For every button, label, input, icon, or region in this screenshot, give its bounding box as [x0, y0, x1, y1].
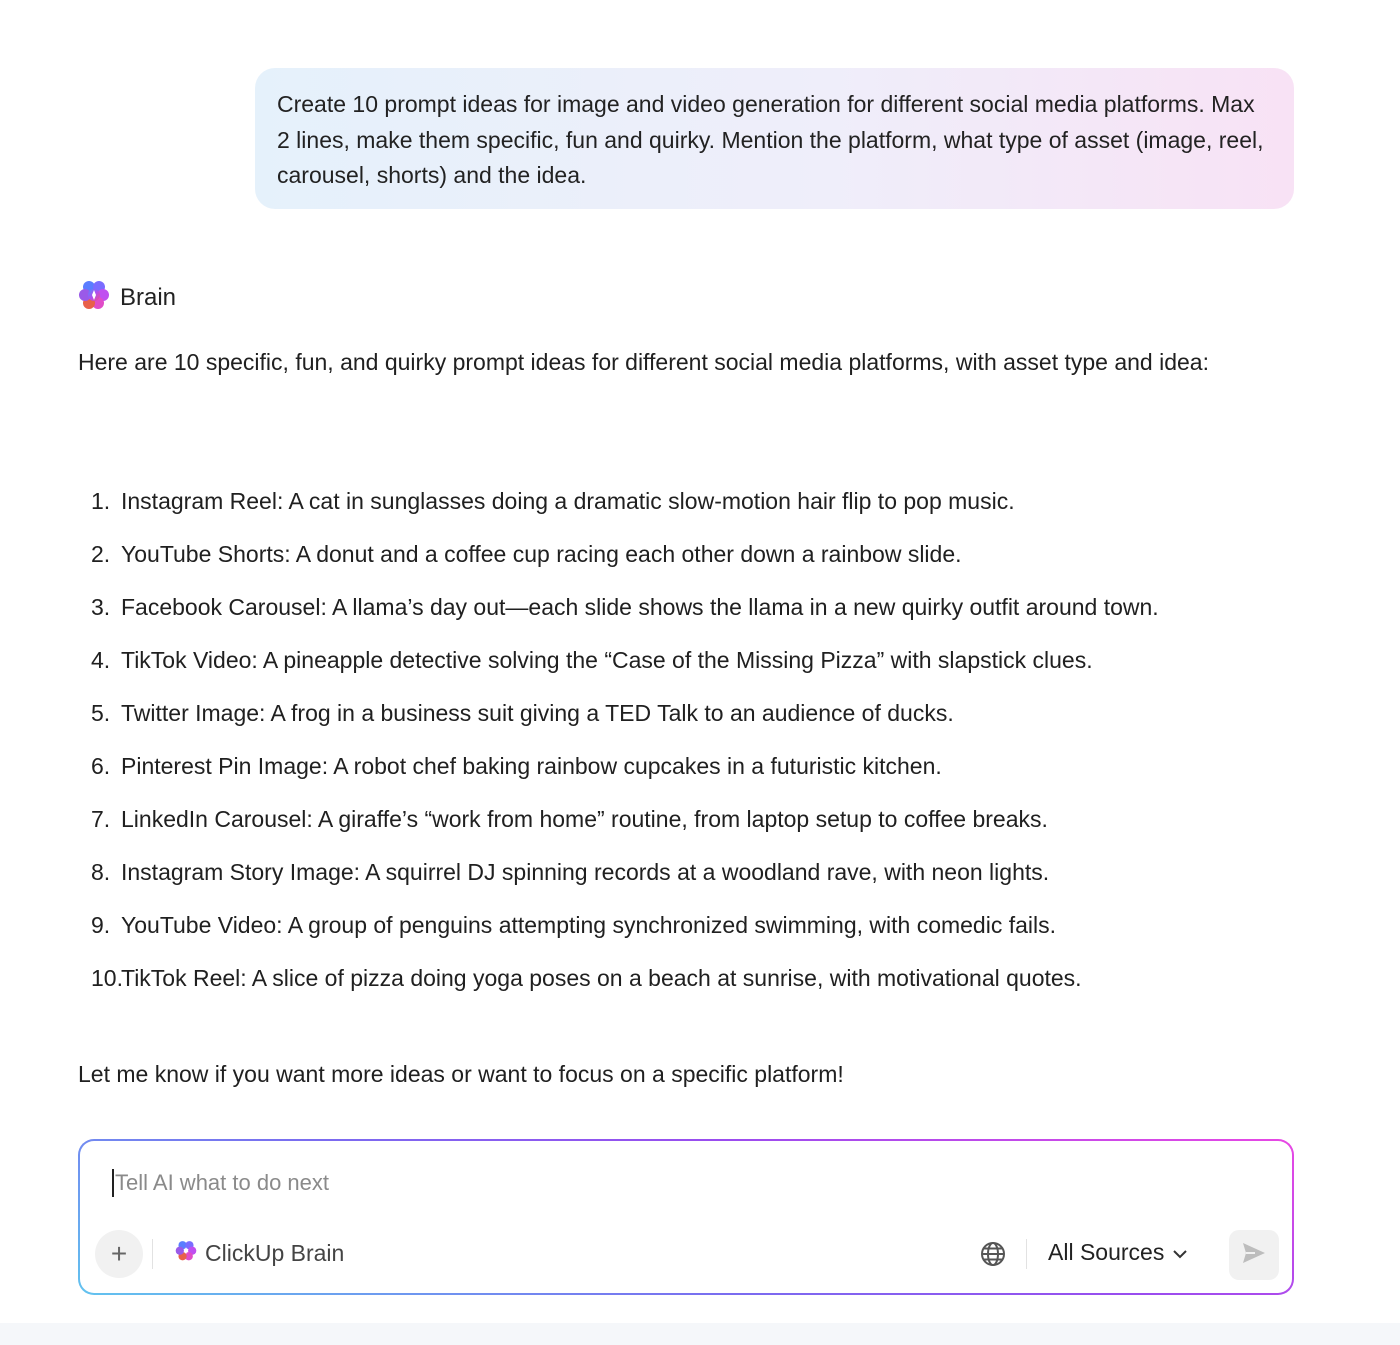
list-item	[78, 641, 1159, 694]
list-item	[78, 588, 1159, 641]
list-text: Facebook Carousel: A llama’s day out—each slide shows the llama in a new quirky outfit around town.	[121, 594, 1159, 620]
list-number: 6.	[91, 753, 111, 779]
list-item	[78, 694, 1159, 747]
divider	[152, 1239, 153, 1269]
list-item	[78, 959, 1159, 1012]
list-text: TikTok Reel: A slice of pizza doing yoga poses on a beach at sunrise, with motivational quotes.	[121, 965, 1082, 991]
globe-icon	[980, 1254, 1006, 1271]
list-number: 2.	[91, 541, 111, 567]
model-label: ClickUp Brain	[205, 1239, 345, 1266]
list-number: 4.	[91, 647, 111, 673]
assistant-name: Brain	[120, 283, 177, 311]
add-button[interactable]	[95, 1230, 143, 1278]
list-text: LinkedIn Carousel: A giraffe’s “work from home” routine, from laptop setup to coffee breaks.	[121, 806, 1048, 832]
list-text: Pinterest Pin Image: A robot chef baking rainbow cupcakes in a futuristic kitchen.	[121, 753, 942, 779]
assistant-header	[78, 278, 176, 317]
list-item	[78, 747, 1159, 800]
list-text: Instagram Reel: A cat in sunglasses doing a dramatic slow-motion hair flip to pop music.	[121, 488, 1015, 514]
prompt-input[interactable]: Tell AI what to do next	[112, 1169, 329, 1197]
idea-list	[78, 482, 1159, 1012]
ai-prompt-composer	[78, 1139, 1294, 1295]
list-number: 10.	[91, 965, 123, 991]
list-text: Instagram Story Image: A squirrel DJ spinning records at a woodland rave, with neon lights.	[121, 859, 1050, 885]
send-icon	[1241, 1241, 1267, 1270]
web-search-button[interactable]	[980, 1241, 1006, 1272]
list-number: 8.	[91, 859, 111, 885]
list-item	[78, 906, 1159, 959]
list-text: YouTube Shorts: A donut and a coffee cup racing each other down a rainbow slide.	[121, 541, 962, 567]
plus-icon: +	[110, 1238, 128, 1269]
sources-dropdown[interactable]	[1048, 1239, 1188, 1266]
assistant-intro: Here are 10 specific, fun, and quirky prompt ideas for different social media platforms, with asset type and idea:	[78, 349, 1209, 375]
brain-logo-icon	[78, 278, 110, 317]
list-text: TikTok Video: A pineapple detective solving the “Case of the Missing Pizza” with slapstick clues.	[121, 647, 1093, 673]
divider	[1026, 1239, 1027, 1269]
sources-label: All Sources	[1048, 1239, 1165, 1265]
list-item	[78, 853, 1159, 906]
list-number: 9.	[91, 912, 111, 938]
assistant-outro: Let me know if you want more ideas or want to focus on a specific platform!	[78, 1061, 844, 1087]
list-item	[78, 482, 1159, 535]
list-item	[78, 535, 1159, 588]
list-text: YouTube Video: A group of penguins attempting synchronized swimming, with comedic fails.	[121, 912, 1057, 938]
user-message-bubble: Create 10 prompt ideas for image and video generation for different social media platforms. Max 2 lines, make them specific, fun and quirky. Mention the platform, what type of asset (image, reel, carousel, shorts) and the idea.	[255, 68, 1294, 209]
list-item	[78, 800, 1159, 853]
list-number: 3.	[91, 594, 111, 620]
list-text: Twitter Image: A frog in a business suit giving a TED Talk to an audience of ducks.	[121, 700, 954, 726]
list-number: 1.	[91, 488, 111, 514]
list-number: 5.	[91, 700, 111, 726]
footer-bar	[0, 1323, 1400, 1345]
send-button[interactable]	[1229, 1230, 1279, 1280]
model-selector[interactable]	[175, 1239, 344, 1267]
chevron-down-icon	[1172, 1239, 1188, 1266]
list-number: 7.	[91, 806, 111, 832]
brain-icon	[175, 1239, 197, 1267]
